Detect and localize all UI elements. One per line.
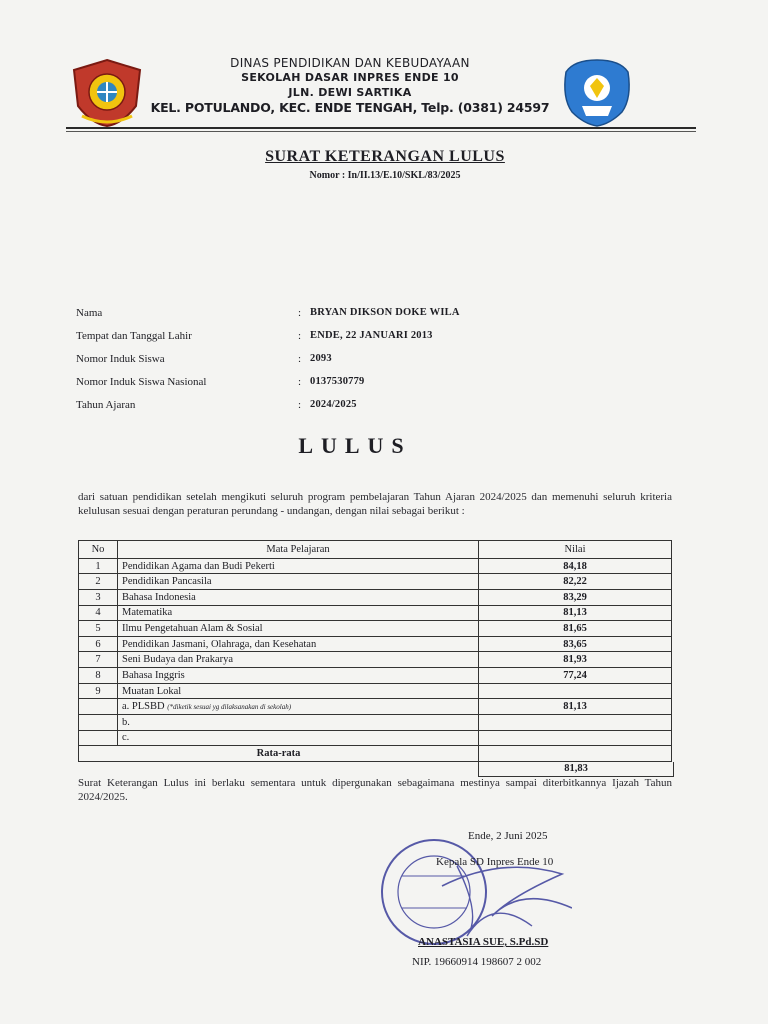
table-row xyxy=(79,652,672,668)
table-row xyxy=(79,574,672,590)
row-score: 81,93 xyxy=(479,652,672,668)
signature-place-date: Ende, 2 Juni 2025 xyxy=(468,830,548,842)
row-subject: Muatan Lokal xyxy=(118,683,479,699)
header-agency: DINAS PENDIDIKAN DAN KEBUDAYAAN xyxy=(230,56,470,70)
signature-role: Kepala SD Inpres Ende 10 xyxy=(436,856,554,868)
identity-colon: : xyxy=(298,399,302,411)
graduation-status: LULUS xyxy=(298,433,412,458)
identity-value: BRYAN DIKSON DOKE WILA xyxy=(310,307,460,318)
row-score: 81,13 xyxy=(479,605,672,621)
header-street: JLN. DEWI SARTIKA xyxy=(288,86,412,99)
tut-wuri-handayani-logo xyxy=(560,58,634,128)
row-subject: Bahasa Inggris xyxy=(118,668,479,684)
row-no: 4 xyxy=(79,605,118,621)
identity-colon: : xyxy=(298,330,302,342)
table-row-local xyxy=(79,699,672,715)
table-row xyxy=(79,589,672,605)
row-subject: Matematika xyxy=(118,605,479,621)
grades-table xyxy=(78,540,672,762)
row-score: 82,22 xyxy=(479,574,672,590)
row-score: 81,65 xyxy=(479,621,672,637)
header-school: SEKOLAH DASAR INPRES ENDE 10 xyxy=(241,71,459,84)
intro-paragraph: dari satuan pendidikan setelah mengikuti seluruh program pembelajaran Tahun Ajaran 2024/2025 dan memenuhi seluruh kriteria kelulusan sesuai dengan peraturan perundang - undangan, dengan nilai sebagai berikut : xyxy=(78,491,672,517)
row-subject: b. xyxy=(118,714,479,730)
row-score xyxy=(479,714,672,730)
row-score: 83,29 xyxy=(479,589,672,605)
identity-label: Tempat dan Tanggal Lahir xyxy=(76,330,192,342)
header-rule xyxy=(66,127,696,129)
row-score xyxy=(479,730,672,746)
row-score: 83,65 xyxy=(479,636,672,652)
average-spacer xyxy=(479,746,672,762)
row-no: 2 xyxy=(79,574,118,590)
row-no: 1 xyxy=(79,558,118,574)
row-no: 3 xyxy=(79,589,118,605)
identity-value: 0137530779 xyxy=(310,376,365,387)
table-row xyxy=(79,621,672,637)
row-score xyxy=(479,683,672,699)
table-row xyxy=(79,558,672,574)
row-no-empty xyxy=(79,699,118,715)
row-no: 9 xyxy=(79,683,118,699)
table-row xyxy=(79,668,672,684)
row-subject: Pendidikan Pancasila xyxy=(118,574,479,590)
row-score: 84,18 xyxy=(479,558,672,574)
document-title: SURAT KETERANGAN LULUS xyxy=(265,148,505,165)
header-score: Nilai xyxy=(479,541,672,559)
identity-label: Nama xyxy=(76,307,103,319)
table-row xyxy=(79,683,672,699)
identity-label: Nomor Induk Siswa xyxy=(76,353,165,365)
header-address: KEL. POTULANDO, KEC. ENDE TENGAH, Telp. (0381) 24597 xyxy=(150,100,550,115)
row-score: 77,24 xyxy=(479,668,672,684)
identity-value: ENDE, 22 JANUARI 2013 xyxy=(310,330,433,341)
local-label: a. PLSBD xyxy=(122,700,165,712)
identity-colon: : xyxy=(298,307,302,319)
regional-crest-logo xyxy=(70,58,144,128)
row-no: 7 xyxy=(79,652,118,668)
table-header-row xyxy=(79,541,672,559)
average-value: 81,83 xyxy=(478,762,674,777)
document-number: Nomor : In/II.13/E.10/SKL/83/2025 xyxy=(309,170,461,181)
header-rule-thin xyxy=(66,131,696,132)
row-subject: Pendidikan Agama dan Budi Pekerti xyxy=(118,558,479,574)
average-label: Rata-rata xyxy=(79,746,479,762)
identity-value: 2024/2025 xyxy=(310,399,357,410)
row-subject: Bahasa Indonesia xyxy=(118,589,479,605)
table-row-local xyxy=(79,714,672,730)
table-row-local xyxy=(79,730,672,746)
average-row xyxy=(79,746,672,762)
row-subject: Ilmu Pengetahuan Alam & Sosial xyxy=(118,621,479,637)
header-no: No xyxy=(79,541,118,559)
identity-colon: : xyxy=(298,376,302,388)
local-note: (*diketik sesuai yg dilaksanakan di sekolah) xyxy=(167,702,292,711)
table-row xyxy=(79,636,672,652)
identity-value: 2093 xyxy=(310,353,332,364)
closing-paragraph: Surat Keterangan Lulus ini berlaku sementara untuk dipergunakan sebagaimana mestinya sampai diterbitkannya Ijazah Tahun 2024/2025. xyxy=(78,777,672,803)
row-no-empty xyxy=(79,714,118,730)
row-no: 6 xyxy=(79,636,118,652)
signature-name: ANASTASIA SUE, S.Pd.SD xyxy=(418,936,549,948)
table-row xyxy=(79,605,672,621)
header-subject: Mata Pelajaran xyxy=(118,541,479,559)
identity-label: Tahun Ajaran xyxy=(76,399,136,411)
row-no: 8 xyxy=(79,668,118,684)
row-score: 81,13 xyxy=(479,699,672,715)
row-no-empty xyxy=(79,730,118,746)
row-no: 5 xyxy=(79,621,118,637)
identity-label: Nomor Induk Siswa Nasional xyxy=(76,376,207,388)
row-subject xyxy=(118,699,479,715)
signature-nip: NIP. 19660914 198607 2 002 xyxy=(412,956,542,968)
identity-colon: : xyxy=(298,353,302,365)
row-subject: c. xyxy=(118,730,479,746)
row-subject: Seni Budaya dan Prakarya xyxy=(118,652,479,668)
row-subject: Pendidikan Jasmani, Olahraga, dan Kesehatan xyxy=(118,636,479,652)
